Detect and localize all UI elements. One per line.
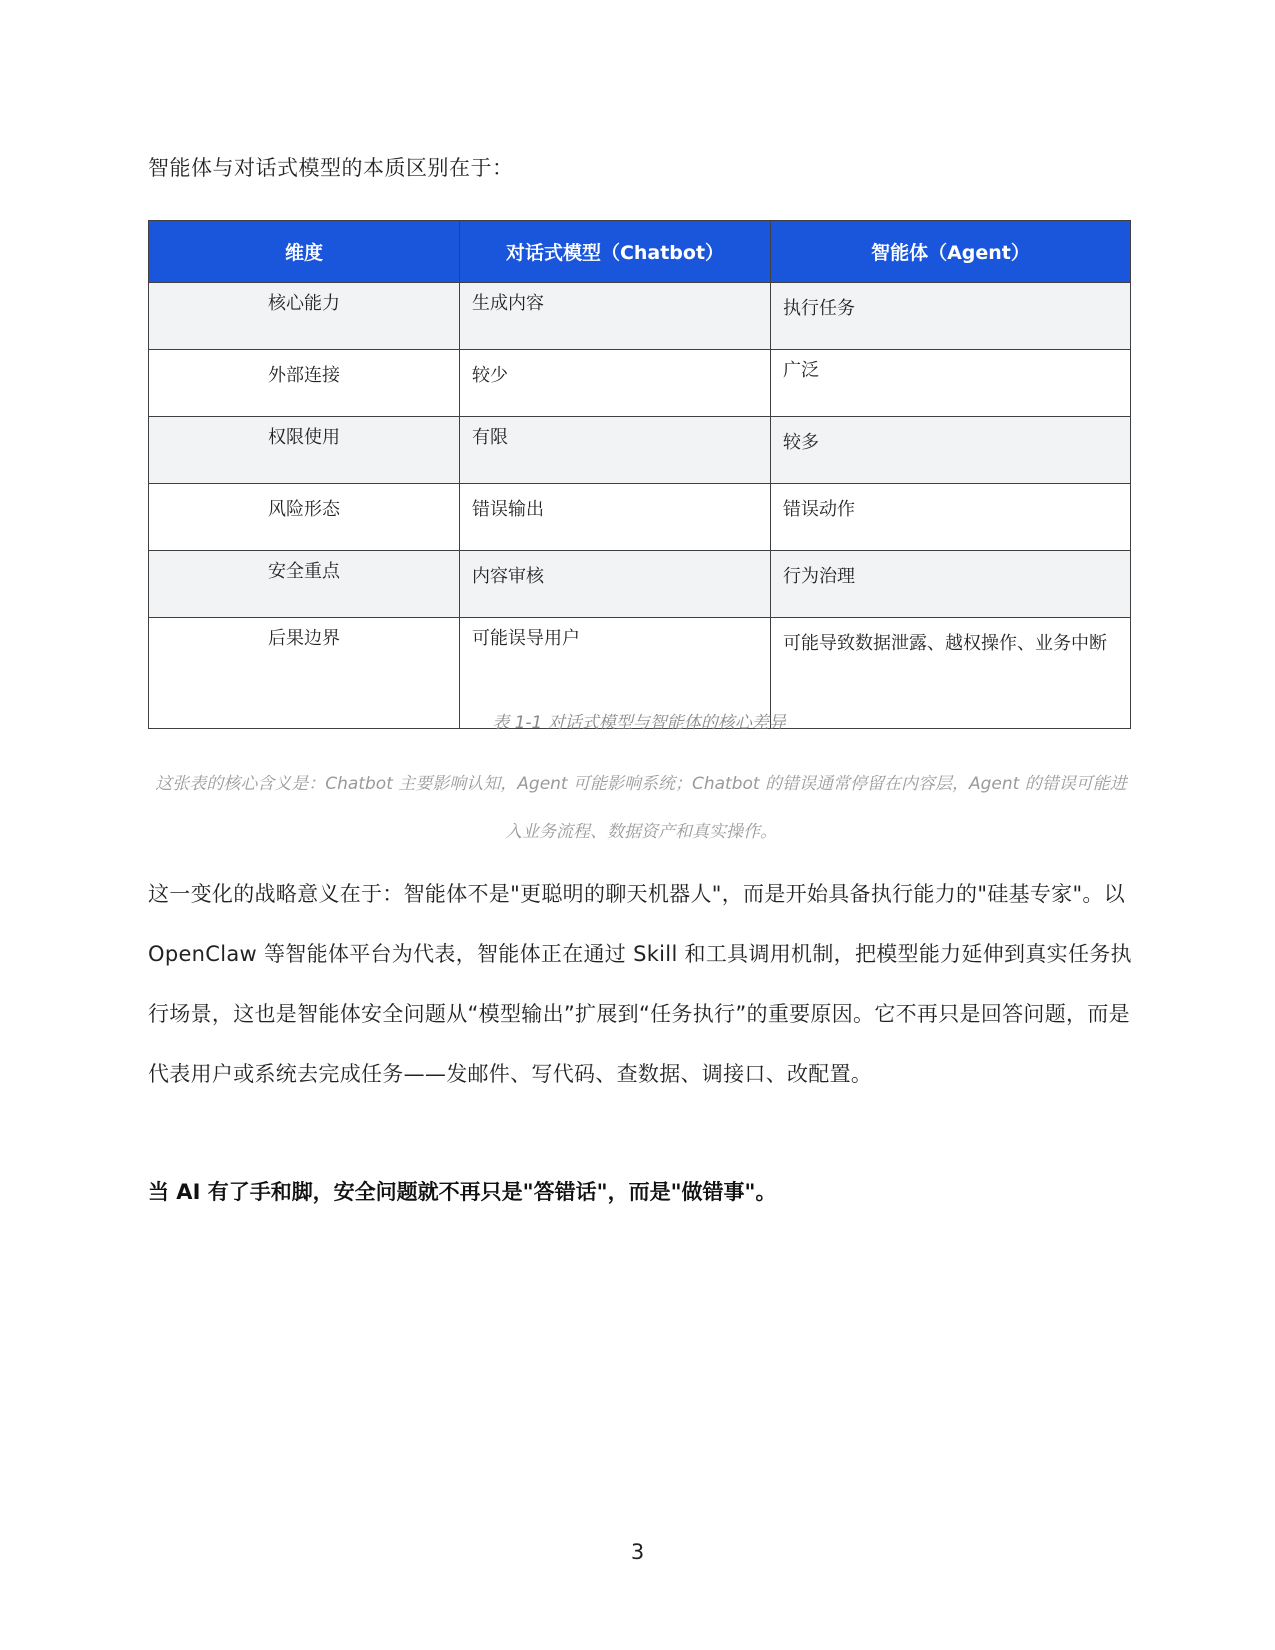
table-row [149, 484, 1131, 551]
header-chatbot: 对话式模型（Chatbot） [460, 221, 771, 283]
cell-dimension: 核心能力 [149, 283, 460, 350]
cell-agent: 可能导致数据泄露、越权操作、业务中断 [771, 618, 1131, 729]
header-dimension: 维度 [149, 221, 460, 283]
cell-dimension: 权限使用 [149, 417, 460, 484]
table-note: 这张表的核心含义是：Chatbot 主要影响认知，Agent 可能影响系统；Chatbot 的错误通常停留在内容层，Agent 的错误可能进入业务流程、数据资产和真实操作。 [155, 774, 1127, 842]
table-row [149, 551, 1131, 618]
table-row [149, 350, 1131, 417]
cell-dimension: 外部连接 [149, 350, 460, 417]
cell-dimension: 后果边界 [149, 618, 460, 729]
cell-chatbot: 内容审核 [460, 551, 771, 618]
table-header-row [149, 221, 1131, 283]
cell-chatbot: 较少 [460, 350, 771, 417]
cell-chatbot: 生成内容 [460, 283, 771, 350]
cell-agent: 执行任务 [771, 283, 1131, 350]
table-row [149, 417, 1131, 484]
comparison-table [148, 220, 1131, 729]
cell-chatbot: 错误输出 [460, 484, 771, 551]
cell-chatbot: 可能误导用户 [460, 618, 771, 729]
table-caption: 表 1-1 对话式模型与智能体的核心差异 [492, 713, 786, 733]
cell-agent: 错误动作 [771, 484, 1131, 551]
cell-dimension: 安全重点 [149, 551, 460, 618]
body-paragraph: 这一变化的战略意义在于：智能体不是"更聪明的聊天机器人"，而是开始具备执行能力的"硅基专家"。以 OpenClaw 等智能体平台为代表，智能体正在通过 Skill 和工具调用机制，把模型能力延伸到真实任务执行场景，这也是智能体安全问题从“模型输出”扩展到“任务执行”的重要原因。它不再只是回答问题，而是代表用户或系统去完成任务——发邮件、写代码、查数据、调接口、改配置。 [148, 882, 1132, 1086]
emphasis-line: 当 AI 有了手和脚，安全问题就不再只是"答错话"，而是"做错事"。 [148, 1180, 777, 1204]
cell-agent: 行为治理 [771, 551, 1131, 618]
cell-agent: 较多 [771, 417, 1131, 484]
cell-chatbot: 有限 [460, 417, 771, 484]
cell-agent: 广泛 [771, 350, 1131, 417]
table-row [149, 283, 1131, 350]
page-number: 3 [630, 1540, 645, 1564]
header-agent: 智能体（Agent） [771, 221, 1131, 283]
intro-text: 智能体与对话式模型的本质区别在于： [148, 156, 514, 180]
cell-dimension: 风险形态 [149, 484, 460, 551]
